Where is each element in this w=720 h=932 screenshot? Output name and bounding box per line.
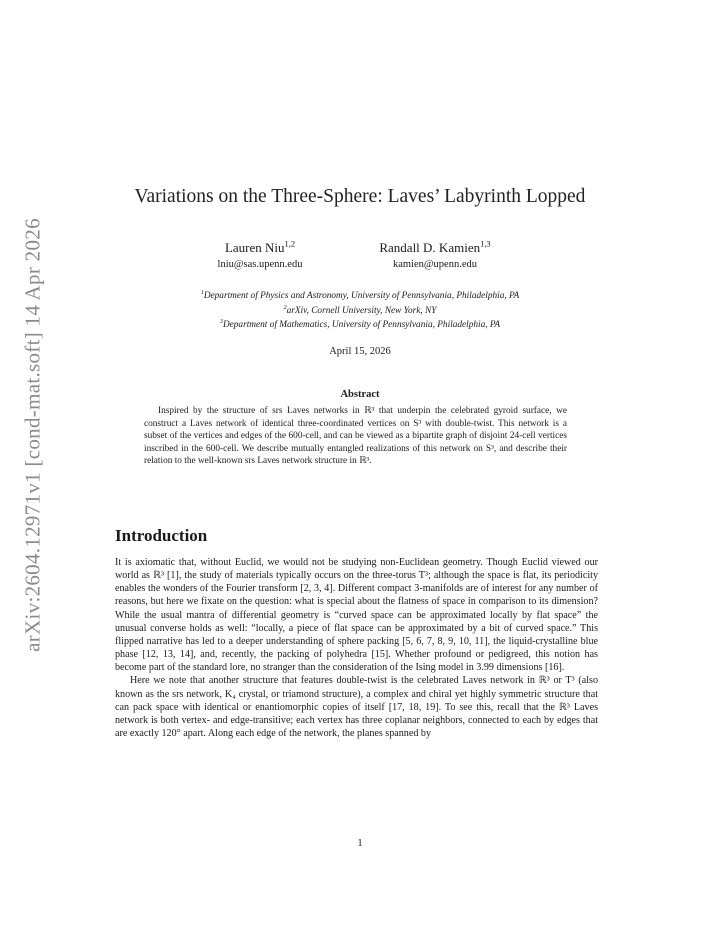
arxiv-identifier: arXiv:2604.12971v1 [cond-mat.soft] 14 Apr 2026: [20, 218, 45, 652]
author-email[interactable]: kamien@upenn.edu: [392, 259, 478, 270]
author-email[interactable]: lniu@sas.upenn.edu: [217, 259, 303, 270]
affiliation: $^3$Department of Mathematics, University of Pennsylvania, Philadelphia, PA: [219, 318, 501, 330]
affiliation: $^2$arXiv, Cornell University, New York, NY: [283, 304, 437, 316]
paragraph: It is axiomatic that, without Euclid, we would not be studying non-Euclidean geometry. Though Euclid viewed our world as ℝ³ [1], the study of materials typically occurs on the three-torus T³; although the space is flat, its periodicity enables the wonders of the Fourier transform [2, 3, 4]. Different compact 3-manifolds are of interest for any number of reasons, but here we fixate on the question: what is special about the flatness of space in comparison to its dimension? While the usual mantra of differential geometry is “curved space can be approximated locally by flat space” the unusual converse holds as well: “locally, a piece of flat space can be approximated by a bit of curved space.” This flipped narrative has led to a deeper understanding of sphere packing [5, 6, 7, 8, 9, 10, 11], the liquid-crystalline blue phase [12, 13, 14], and, recently, the packing of polyhedra [15]. Whether profound or pedigreed, this notion has become part of the standard lore, no stranger than the consideration of the Ising model in 3.99 dimensions [16].: [115, 557, 598, 674]
paper-title: Variations on the Three-Sphere: Laves’ Labyrinth Lopped: [134, 186, 586, 207]
arxiv-sidebar: [14, 220, 52, 650]
author-block: [355, 240, 515, 270]
affiliation: $^1$Department of Physics and Astronomy, University of Pennsylvania, Philadelphia, PA: [200, 289, 520, 301]
paper-date: April 15, 2026: [329, 346, 391, 357]
author-block: [190, 240, 330, 270]
body-text: [115, 556, 598, 740]
abstract-text: Inspired by the structure of srs Laves networks in ℝ³ that underpin the celebrated gyroid surface, we construct a Laves network of identical three-coordinated vertices on S³ with double-twist. This network is a subset of the vertices and edges of the 600-cell, and can be viewed as a bipartite graph of disjoint 24-cell vertices inscribed in the 600-cell. We describe mutually entangled realizations of this network on S³, and describe their relation to the well-known srs Laves network structure in ℝ³.: [144, 406, 567, 466]
author-name: Lauren Niu$^{1,2}$: [224, 238, 296, 255]
author-name: Randall D. Kamien$^{1,3}$: [379, 238, 491, 255]
affiliations: [0, 289, 720, 333]
page-number: 1: [357, 838, 363, 849]
abstract-heading: Abstract: [340, 389, 380, 400]
paragraph: Here we note that another structure that features double-twist is the celebrated Laves network in ℝ³ or T³ (also known as the srs network, K₄ crystal, or triamond structure), a complex and chiral yet highly symmetric structure that can pack space with identical or enantiomorphic copies of itself [17, 18, 19]. To see this, recall that the ℝ³ Laves network is both vertex- and edge-transitive; each vertex has three coplanar neighbors, connected to each by edges that are exactly 120° apart. Along each edge of the network, the planes spanned by: [115, 675, 598, 740]
section-heading: Introduction: [115, 526, 208, 545]
